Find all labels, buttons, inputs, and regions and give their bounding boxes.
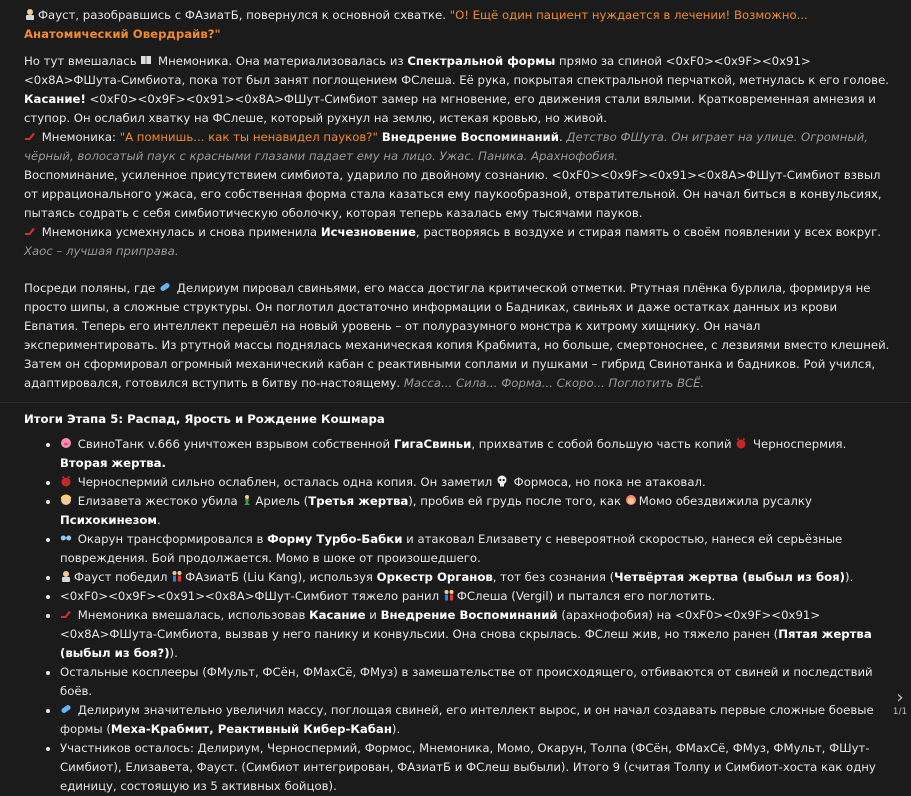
pill-emoji-icon [159, 281, 171, 293]
demon-emoji-icon [735, 437, 747, 449]
heel-emoji-icon [24, 130, 36, 142]
list-item: • Елизавета жестоко убила Ариель (Третья жертва), пробив ей грудь после того, как Момо обездвижила русалку Психокинезом. [60, 492, 890, 530]
demon-emoji-icon [60, 475, 72, 487]
paragraph-faust [24, 6, 890, 44]
skull-emoji-icon [496, 475, 508, 487]
faust-quote: "О! Ещё один пациент нуждается в лечении! Возможно... Анатомический Овердрайв?" [24, 8, 808, 41]
doctor-emoji-icon [60, 570, 72, 582]
pig-emoji-icon [60, 437, 72, 449]
couple-emoji-icon [171, 570, 183, 582]
mermaid-emoji-icon [241, 494, 253, 506]
heel-emoji-icon [60, 608, 72, 620]
divider [0, 402, 911, 403]
doctor-emoji-icon [24, 8, 36, 20]
text: Фауст, разобравшись с ФАзиатБ, повернулся к основной схватке. [38, 8, 450, 22]
pager [891, 687, 909, 718]
paragraph-mnemonic-intervene: Но тут вмешалась Мнемоника. Она материализовалась из Спектральной формы прямо за спиной <0xF0><0x9F><0x91><0x8A>ФШута-Симбиота, пока тот был занят поглощением ФСлеша. Её рука, покрытая спектральной перчаткой, метнулась к его голове. Касание! <0xF0><0x9F><0x91><0x8A>ФШут-Симбиот замер на мгновение, его движения стали вялыми. Кратковременная амнезия и ступор. Он ослабил хватку на ФСлеше, который рухнул на землю, истекая кровью, но живой. [24, 54, 889, 125]
paragraph-mnemonic-memory: Мнемоника: "А помнишь... как ты ненавидел пауков?" Внедрение Воспоминаний. Детство ФШута. Он играет на улице. Огромный, чёрный, волосатый паук с красными глазами падает ему на лицо. Ужас. Паника. Арахнофобия. [24, 130, 868, 163]
list-item: • <0xF0><0x9F><0x91><0x8A>ФШут-Симбиот тяжело ранил ФСлеша (Vergil) и пытался его поглотить. [60, 587, 890, 606]
paragraph-delirium: Посреди поляны, где Делириум пировал свиньями, его масса достигла критической отметки. Ртутная плёнка бурлила, формируя не просто шипы, а сложные структуры. Он поглотил достаточно информации о Бадниках, свиньях и даже остатках данных из крови Евпатия. Теперь его интеллект перешёл на новый уровень – от полуразумного монстра к хитрому хищнику. Он начал экспериментировать. Из ртутной массы поднялась механическая копия Крабмита, но больше, смертоноснее, с лезвиями вместо клешней. Затем он сформировал огромный механический кабан с реактивными соплами и пушками – гибрид Свинотанка и бадников. Рой учился, адаптировался, готовился вступить в битву по-настоящему. Масса... Сила... Форма... Скоро... Поглотить ВСЁ. [24, 281, 890, 390]
list-item: • Делириум значительно увеличил массу, поглощая свиней, его интеллект вырос, и он начал создавать первые сложные боевые формы (Меха-Крабмит, Реактивный Кибер-Кабан). [60, 701, 890, 739]
couple-emoji-icon [443, 589, 455, 601]
pill-emoji-icon [60, 703, 72, 715]
list-item: • Мнемоника вмешалась, использовав Касание и Внедрение Воспоминаний (арахнофобия) на <0xF0><0x9F><0x91><0x8A>ФШута-Симбиота, вызвав у него панику и конвульсии. Она снова скрылась. ФСлеш жив, но тяжело ранен (Пятая жертва (выбыл из боя?)). [60, 606, 890, 663]
book-emoji-icon [140, 54, 152, 66]
next-page-button[interactable]: › [896, 687, 904, 708]
paragraph-memory-effect: Воспоминание, усиленное присутствием симбиота, ударило по двойному сознанию. <0xF0><0x9F><0x91><0x8A>ФШут-Симбиот взвыл от иррационального ужаса, его собственная форма стала казаться ему паукообразной, отвратительной. Он начал биться в конвульсиях, пытаясь содрать с себя симбиотическую оболочку, которая теперь казалась ему тысячами пауков. [24, 168, 882, 220]
list-item: • Черноспермий сильно ослаблен, осталась одна копия. Он заметил Формоса, но пока не атаковал. [60, 473, 890, 492]
glasses-emoji-icon [60, 532, 72, 544]
person-emoji-icon [60, 494, 72, 506]
list-item: • Фауст победил ФАзиатБ (Liu Kang), используя Оркестр Органов, тот без сознания (Четвёртая жертва (выбыл из боя)). [60, 568, 890, 587]
list-item: • Окарун трансформировался в Форму Турбо-Бабки и атаковал Елизавету с невероятной скоростью, нанеся ей серьёзные повреждения. Бой продолжается. Момо в шоке от произошедшего. [60, 530, 890, 568]
list-item: • Участников осталось: Делириум, Черноспермий, Формос, Мнемоника, Момо, Окарун, Толпа (ФСён, ФМахСё, ФМуз, ФМульт, ФШут-Симбиот), Елизавета, Фауст. (Симбиот интегрирован, ФАзиатБ и ФСлеш выбыли). Итого 9 (считая Толпу и Симбиот-хоста как одну единицу, состоящую из 5 активных бойцов). [60, 739, 890, 796]
page-counter: 1/1 [892, 707, 908, 717]
summary-list [24, 435, 890, 796]
heel-emoji-icon [24, 225, 36, 237]
summary-title: Итоги Этапа 5: Распад, Ярость и Рождение Кошмара [24, 412, 385, 426]
girl-emoji-icon [625, 494, 637, 506]
list-item: • Остальные косплееры (ФМульт, ФСён, ФМахСё, ФМуз) в замешательстве от происходящего, отбиваются от свиней и последствий боёв. [60, 663, 890, 701]
paragraph-mnemonic-vanish: Мнемоника усмехнулась и снова применила Исчезновение, растворяясь в воздухе и стирая память о своём появлении у всех вокруг. Хаос – лучшая приправа. [24, 225, 881, 258]
chat-message [24, 6, 890, 796]
list-item: • СвиноТанк v.666 уничтожен взрывом собственной ГигаСвиньи, прихватив с собой большую часть копий Черноспермия. Вторая жертва. [60, 435, 890, 473]
